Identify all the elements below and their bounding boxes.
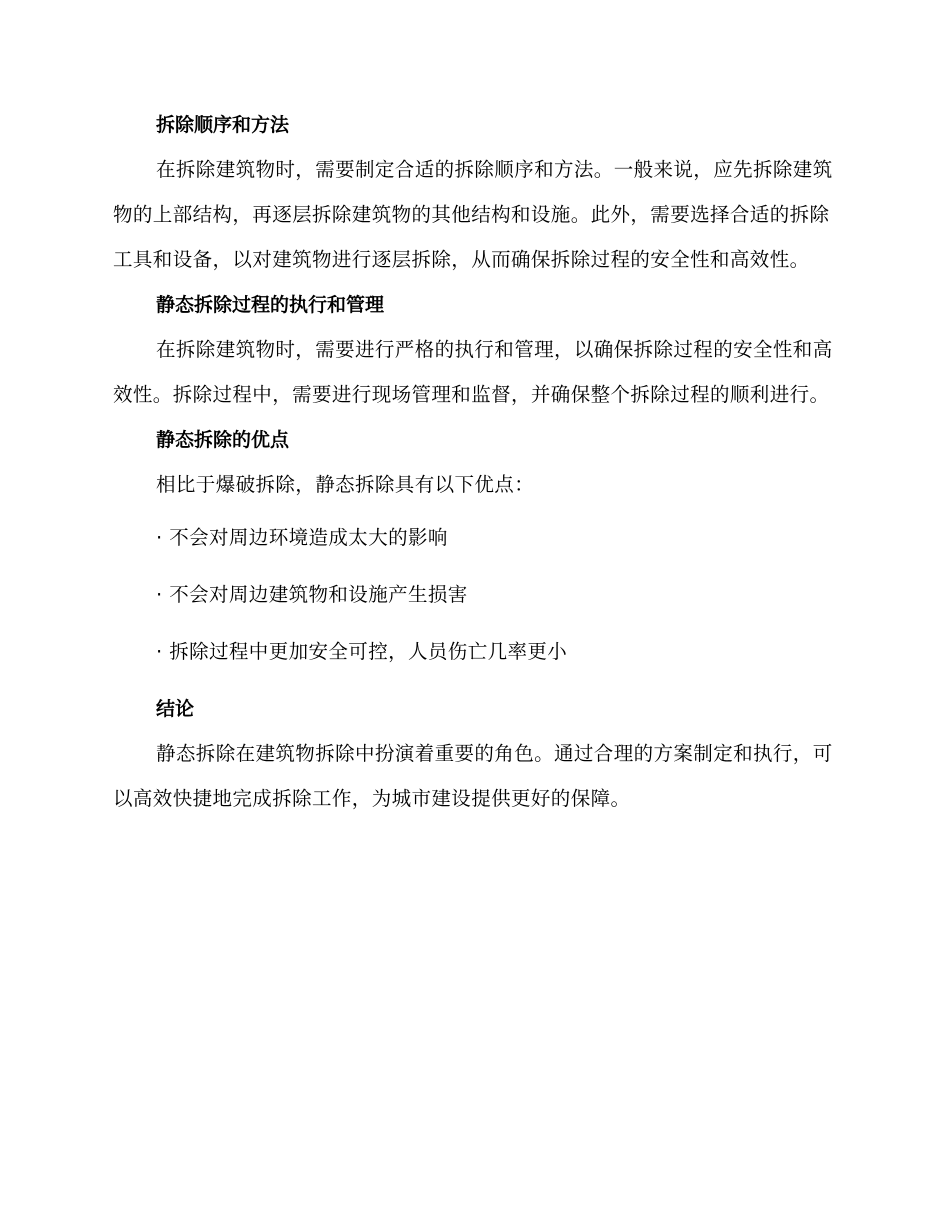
advantage-list-item: · 拆除过程中更加安全可控，人员伤亡几率更小 [156,640,568,663]
section-paragraph-advantages: 相比于爆破拆除，静态拆除具有以下优点： [156,473,535,496]
section-paragraph-execution-management: 在拆除建筑物时，需要进行严格的执行和管理，以确保拆除过程的安全性和高效性。拆除过程中，需要进行现场管理和监督，并确保整个拆除过程的顺利进行。 [113,338,833,406]
section-paragraph-demolition-order: 在拆除建筑物时，需要制定合适的拆除顺序和方法。一般来说，应先拆除建筑物的上部结构，再逐层拆除建筑物的其他结构和设施。此外，需要选择合适的拆除工具和设备，以对建筑物进行逐层拆除，从而确保拆除过程的安全性和高效性。 [113,158,833,271]
advantage-list-item: · 不会对周边环境造成太大的影响 [156,526,448,549]
section-paragraph-conclusion: 静态拆除在建筑物拆除中扮演着重要的角色。通过合理的方案制定和执行，可以高效快捷地完成拆除工作，为城市建设提供更好的保障。 [113,742,833,810]
section-heading-execution-management: 静态拆除过程的执行和管理 [156,294,385,316]
section-heading-demolition-order: 拆除顺序和方法 [156,114,290,136]
section-heading-conclusion: 结论 [156,698,195,720]
document-content [113,110,833,829]
section-heading-advantages: 静态拆除的优点 [156,429,290,451]
advantage-list-item: · 不会对周边建筑物和设施产生损害 [156,583,468,606]
